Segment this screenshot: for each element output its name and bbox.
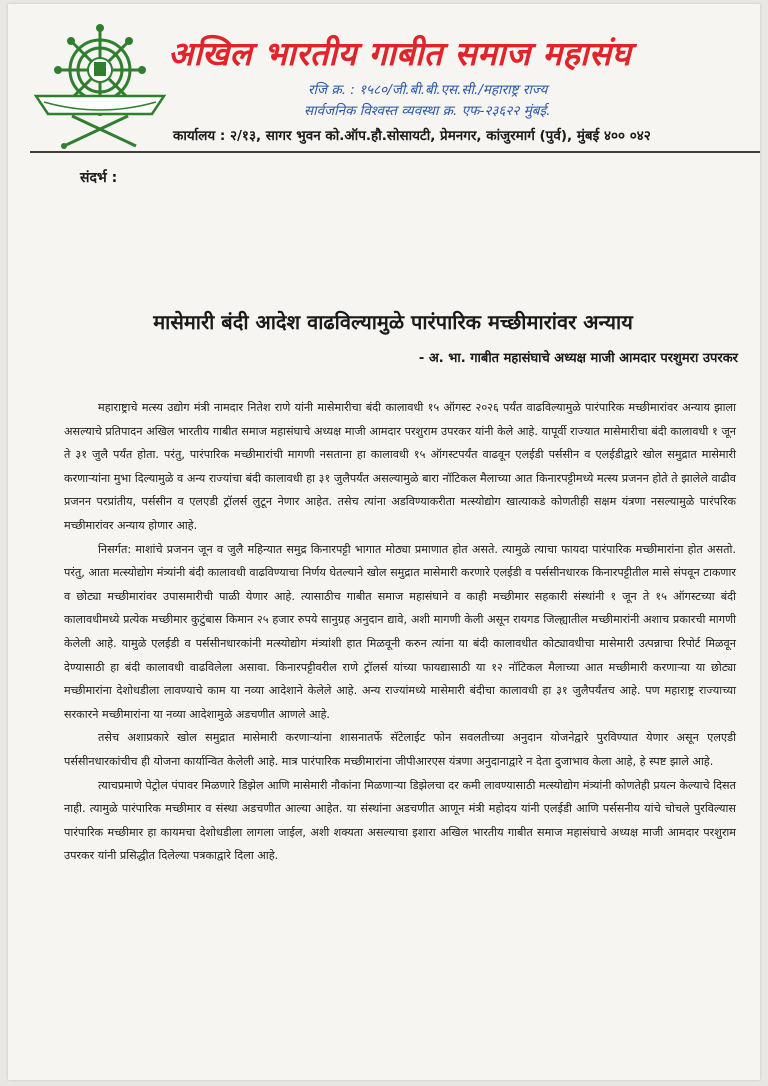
trust-registration-number: सार्वजनिक विश्वस्त व्यवस्था क्र. एफ-२३६२२ मुंबई. bbox=[304, 103, 551, 119]
header-divider bbox=[30, 151, 760, 153]
document-page bbox=[8, 4, 760, 1080]
article-body bbox=[64, 396, 736, 868]
ship-wheel-emblem-icon bbox=[30, 22, 170, 150]
registration-number: रजि क्र. : १५८०/जी.बी.बी.एस.सी./महाराष्ट्र राज्य bbox=[308, 82, 548, 98]
body-paragraph: त्याचप्रमाणे पेट्रोल पंपावर मिळणारे डिझेल आणि मासेमारी नौकांना मिळणाऱ्या डिझेलचा दर कमी लावण्यासाठी मत्स्योद्योग मंत्र्यांनी कोणतेही प्रयत्न केल्याचे दिसत नाही. त्यामुळे पारंपारिक मच्छीमार व संस्था अडचणीत आल्या आहेत. या संस्थांना अडचणीत आणून मंत्री महोदय यांनी एलईडी आणि पर्ससनीय यांचे चोचले पुरविल्यास पारंपारिक मच्छीमार हा कायमचा देशोधडीला लागला जाईल, अशी शक्यता असल्याचा इशारा अखिल भारतीय गाबीत समाज महासंघाचे अध्यक्ष माजी आमदार परशुराम उपरकर यांनी प्रसिद्धीत दिलेल्या पत्रकाद्वारे दिला आहे. bbox=[64, 778, 736, 863]
reference-label: संदर्भ : bbox=[80, 170, 118, 186]
office-address: कार्यालय : २/१३, सागर भुवन को.ऑप.हौ.सोसायटी, प्रेमनगर, कांजुरमार्ग (पुर्व), मुंबई ४०० ०४२ bbox=[173, 128, 651, 144]
body-paragraph: महाराष्ट्राचे मत्स्य उद्योग मंत्री नामदार नितेश राणे यांनी मासेमारीचा बंदी कालावधी १५ ऑगस्ट २०२६ पर्यंत वाढविल्यामुळे पारंपारिक मच्छीमारांवर अन्याय झाला असल्याचे प्रतिपादन अखिल भारतीय गाबीत समाज महासंघाचे अध्यक्ष माजी आमदार परशुराम उपरकर यांनी केले आहे. यापूर्वी राज्यात मासेमारीचा बंदी कालावधी १ जून ते ३१ जुलै पर्यंत होता. परंतु, पारंपारिक मच्छीमारांची मागणी नसताना हा कालावधी १५ ऑगस्टपर्यंत वाढवून एलईडी पर्ससीन व एलईडीद्वारे खोल समुद्रात मासेमारी करणाऱ्यांना मुभा दिल्यामुळे व अन्य राज्यांचा बंदी कालावधी हा ३१ जुलैपर्यंत असल्यामुळे बारा नॉटिकल मैलाच्या आत किनारपट्टीमध्ये मत्स्य प्रजनन होते ते झालेले वाढीव प्रजनन परप्रांतीय, पर्ससीन व एलएडी ट्रॉलर्स लुटून नेणार आहेत. तसेच त्यांना अडविण्याकरीता मत्स्योद्योग खात्याकडे कोणतीही सक्षम यंत्रणा नसल्यामुळे पारंपरिक मच्छीमारांवर अन्याय होणार आहे. bbox=[64, 401, 736, 532]
article-headline: मासेमारी बंदी आदेश वाढविल्यामुळे पारंपारिक मच्छीमारांवर अन्याय bbox=[153, 310, 633, 334]
body-paragraph: तसेच अशाप्रकारे खोल समुद्रात मासेमारी करणाऱ्यांना शासनातर्फे सॅटेलाईट फोन सवलतीच्या अनुदान योजनेद्वारे पुरविण्यात येणार असून एलएडी पर्ससीनधारकांचीच ही योजना कार्यान्वित केलेली आहे. मात्र पारंपारिक मच्छीमारांना जीपीआरएस यंत्रणा अनुदानाद्वारे न देता दुजाभाव केला आहे, हे स्पष्ट झाले आहे. bbox=[64, 731, 736, 768]
body-paragraph: निसर्गत: माशांचे प्रजनन जून व जुलै महिन्यात समुद्र किनारपट्टी भागात मोठ्या प्रमाणात होत असते. त्यामुळे त्याचा फायदा पारंपारिक मच्छीमारांना होत असतो. परंतु, आता मत्स्योद्योग मंत्र्यांनी बंदी कालावधी वाढविण्याचा निर्णय घेतल्याने खोल समुद्रात मासेमारी करणारे एलईडी व पर्ससीनधारक किनारपट्टीतील मासे संपवून टाकणार व छोट्या मच्छीमारांवर उपासमारीची पाळी येणार आहे. त्यासाठीच गाबीत समाज महासंघाने व काही मच्छीमार सहकारी संस्थांनी १ जून ते १५ ऑगस्टच्या बंदी कालावधीमध्ये प्रत्येक मच्छीमार कुटुंबास किमान २५ हजार रुपये सानुग्रह अनुदान द्यावे, अशी मागणी केली असून रायगड जिल्ह्यातील मच्छीमारांनी अशाच प्रकारची मागणी केलेली आहे. यामुळे एलईडी व पर्ससीनधारकांनी मत्स्योद्योग मंत्र्यांशी हात मिळवूनी करुन त्यांना या बंदी कालावधीत कोट्यावधीचा मासेमारी उत्पन्नाचा रिपोर्ट मिळवून देण्यासाठी हा बंदी कालावधी वाढविलेला असावा. किनारपट्टीवरील राणे ट्रॉलर्स यांच्या फायद्यासाठी या १२ नॉटिकल मैलाच्या आत मच्छीमारी करणाऱ्या या छोट्या मच्छीमारांना देशोधडीला लावण्याचे काम या नव्या आदेशाने केलेले आहे. अन्य राज्यांमध्ये मासेमारी बंदीचा कालावधी हा ३१ जुलैपर्यंतच आहे. पण महाराष्ट्र राज्याच्या सरकारने मच्छीमारांना या नव्या आदेशामुळे अडचणीत आणले आहे. bbox=[64, 542, 736, 721]
article-byline: - अ. भा. गाबीत महासंघाचे अध्यक्ष माजी आमदार परशुमरा उपरकर bbox=[418, 351, 738, 366]
organization-name: अखिल भारतीय गाबीत समाज महासंघ bbox=[168, 34, 632, 73]
